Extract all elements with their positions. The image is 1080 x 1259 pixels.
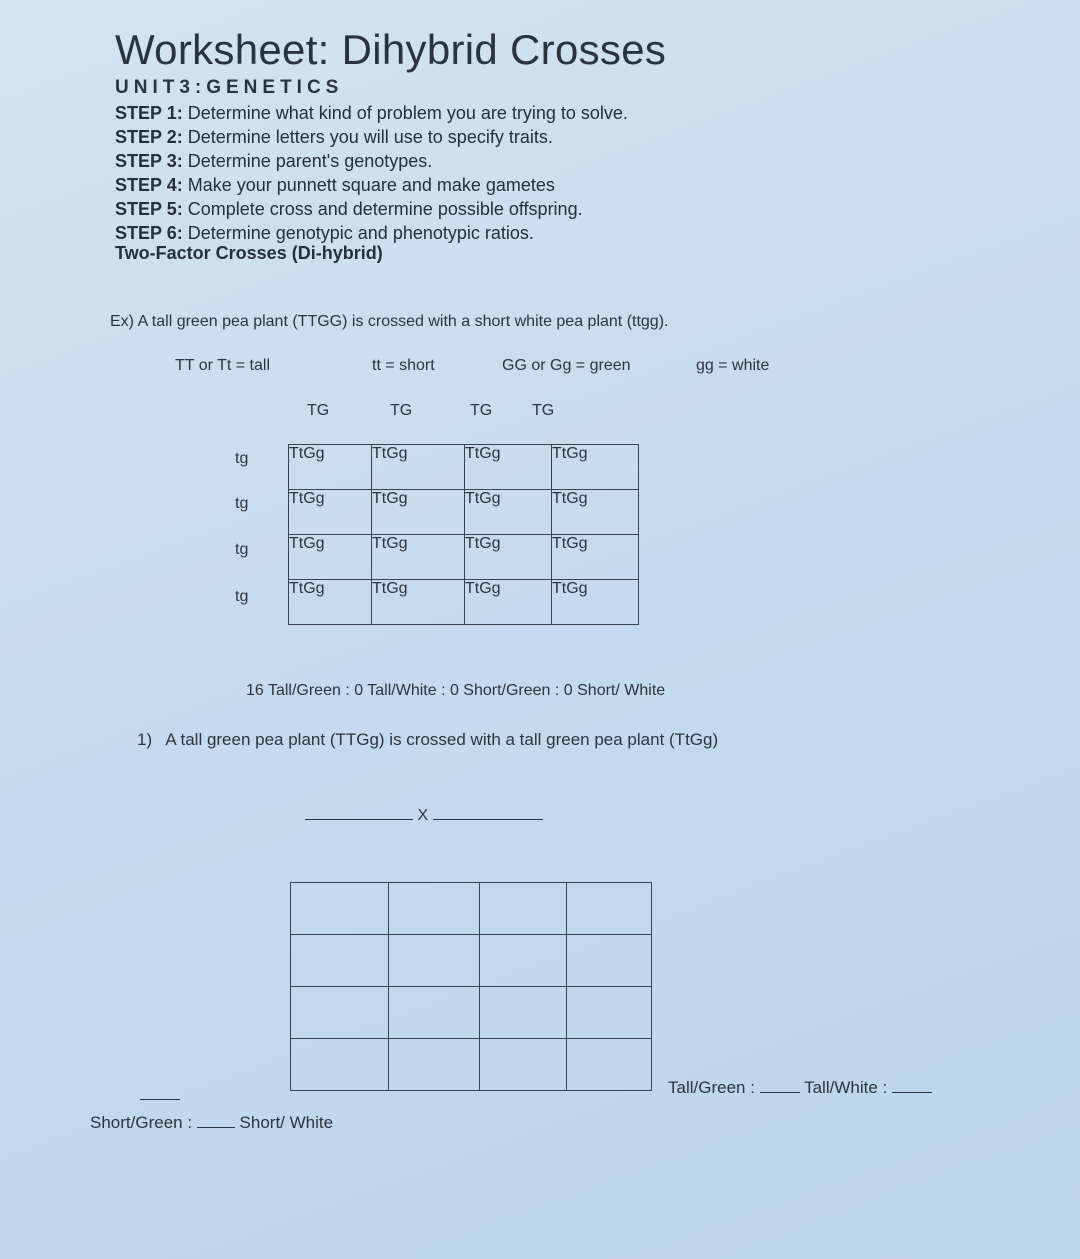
punnett-row xyxy=(291,987,652,1039)
punnett-cell: TtGg xyxy=(465,580,552,625)
blank-cell[interactable] xyxy=(389,883,480,935)
parent-1-blank[interactable] xyxy=(305,805,413,820)
top-gamete: TG xyxy=(532,402,555,419)
punnett-cell: TtGg xyxy=(289,490,372,535)
step-label: STEP 3: xyxy=(115,151,183,171)
unit-heading: UNIT3:GENETICS xyxy=(115,77,344,98)
blank-punnett-square xyxy=(290,882,652,1091)
step-label: STEP 5: xyxy=(115,199,183,219)
blank-cell[interactable] xyxy=(480,1039,567,1091)
punnett-cell: TtGg xyxy=(552,490,639,535)
step-text: Complete cross and determine possible offspring. xyxy=(182,199,583,219)
top-gamete: TG xyxy=(470,402,493,419)
step-text: Determine genotypic and phenotypic ratios. xyxy=(182,223,534,243)
punnett-cell: TtGg xyxy=(465,445,552,490)
punnett-row xyxy=(291,935,652,987)
tall-answers xyxy=(668,1078,932,1098)
punnett-row xyxy=(289,535,639,580)
tall-green-label: Tall/Green : xyxy=(668,1078,755,1097)
blank-cell[interactable] xyxy=(291,1039,389,1091)
punnett-row xyxy=(289,580,639,625)
left-gamete: tg xyxy=(235,541,249,558)
cross-line xyxy=(305,805,543,825)
step-item xyxy=(115,197,628,221)
short-white-blank-top[interactable] xyxy=(140,1099,180,1100)
example-ratio: 16 Tall/Green : 0 Tall/White : 0 Short/Green : 0 Short/ White xyxy=(246,682,666,699)
blank-cell[interactable] xyxy=(567,883,652,935)
steps-list xyxy=(115,101,628,245)
step-label: STEP 6: xyxy=(115,223,183,243)
blank-cell[interactable] xyxy=(567,987,652,1039)
punnett-cell: TtGg xyxy=(372,490,465,535)
punnett-cell: TtGg xyxy=(552,445,639,490)
left-gamete: tg xyxy=(235,450,249,467)
key-short: tt = short xyxy=(372,357,435,374)
step-text: Determine letters you will use to specify traits. xyxy=(182,127,553,147)
punnett-row xyxy=(289,490,639,535)
step-item xyxy=(115,149,628,173)
key-green: GG or Gg = green xyxy=(502,357,631,374)
blank-cell[interactable] xyxy=(291,935,389,987)
blank-cell[interactable] xyxy=(389,935,480,987)
worksheet-title: Worksheet: Dihybrid Crosses xyxy=(115,26,667,73)
blank-cell[interactable] xyxy=(291,987,389,1039)
cross-symbol: X xyxy=(417,807,429,824)
blank-cell[interactable] xyxy=(567,935,652,987)
punnett-cell: TtGg xyxy=(289,580,372,625)
blank-cell[interactable] xyxy=(567,1039,652,1091)
step-text: Determine parent's genotypes. xyxy=(182,151,433,171)
punnett-row xyxy=(289,445,639,490)
blank-cell[interactable] xyxy=(389,1039,480,1091)
punnett-cell: TtGg xyxy=(372,445,465,490)
punnett-cell: TtGg xyxy=(289,445,372,490)
left-gamete: tg xyxy=(235,495,249,512)
step-text: Determine what kind of problem you are trying to solve. xyxy=(182,103,628,123)
question-text: A tall green pea plant (TTGg) is crossed with a tall green pea plant (TtGg) xyxy=(165,730,719,749)
punnett-cell: TtGg xyxy=(465,535,552,580)
step-label: STEP 1: xyxy=(115,103,183,123)
left-gamete: tg xyxy=(235,588,249,605)
blank-cell[interactable] xyxy=(480,935,567,987)
tall-white-blank[interactable] xyxy=(892,1078,932,1093)
parent-2-blank[interactable] xyxy=(433,805,543,820)
tall-white-label: Tall/White : xyxy=(804,1078,888,1097)
punnett-cell: TtGg xyxy=(465,490,552,535)
punnett-cell: TtGg xyxy=(552,580,639,625)
top-gamete: TG xyxy=(307,402,330,419)
step-item xyxy=(115,173,628,197)
step-item xyxy=(115,101,628,125)
punnett-cell: TtGg xyxy=(289,535,372,580)
short-green-blank[interactable] xyxy=(197,1113,235,1128)
step-item xyxy=(115,221,628,245)
key-tall: TT or Tt = tall xyxy=(175,357,270,374)
short-green-label: Short/Green : xyxy=(90,1113,193,1132)
step-text: Make your punnett square and make gametes xyxy=(182,175,555,195)
key-white: gg = white xyxy=(696,357,770,374)
example-punnett-square xyxy=(288,444,639,625)
blank-cell[interactable] xyxy=(480,987,567,1039)
blank-cell[interactable] xyxy=(480,883,567,935)
question-1 xyxy=(137,730,718,750)
blank-cell[interactable] xyxy=(389,987,480,1039)
example-prompt: Ex) A tall green pea plant (TTGG) is crossed with a short white pea plant (ttgg). xyxy=(110,313,669,330)
punnett-cell: TtGg xyxy=(372,535,465,580)
question-number: 1) xyxy=(137,730,153,749)
punnett-cell: TtGg xyxy=(372,580,465,625)
step-item xyxy=(115,125,628,149)
section-subheading: Two-Factor Crosses (Di-hybrid) xyxy=(115,243,383,263)
step-label: STEP 2: xyxy=(115,127,183,147)
step-label: STEP 4: xyxy=(115,175,183,195)
punnett-row xyxy=(291,1039,652,1091)
short-white-label: Short/ White xyxy=(239,1113,334,1132)
blank-cell[interactable] xyxy=(291,883,389,935)
punnett-row xyxy=(291,883,652,935)
punnett-cell: TtGg xyxy=(552,535,639,580)
top-gamete: TG xyxy=(390,402,413,419)
tall-green-blank[interactable] xyxy=(760,1078,800,1093)
short-answers xyxy=(90,1113,333,1133)
